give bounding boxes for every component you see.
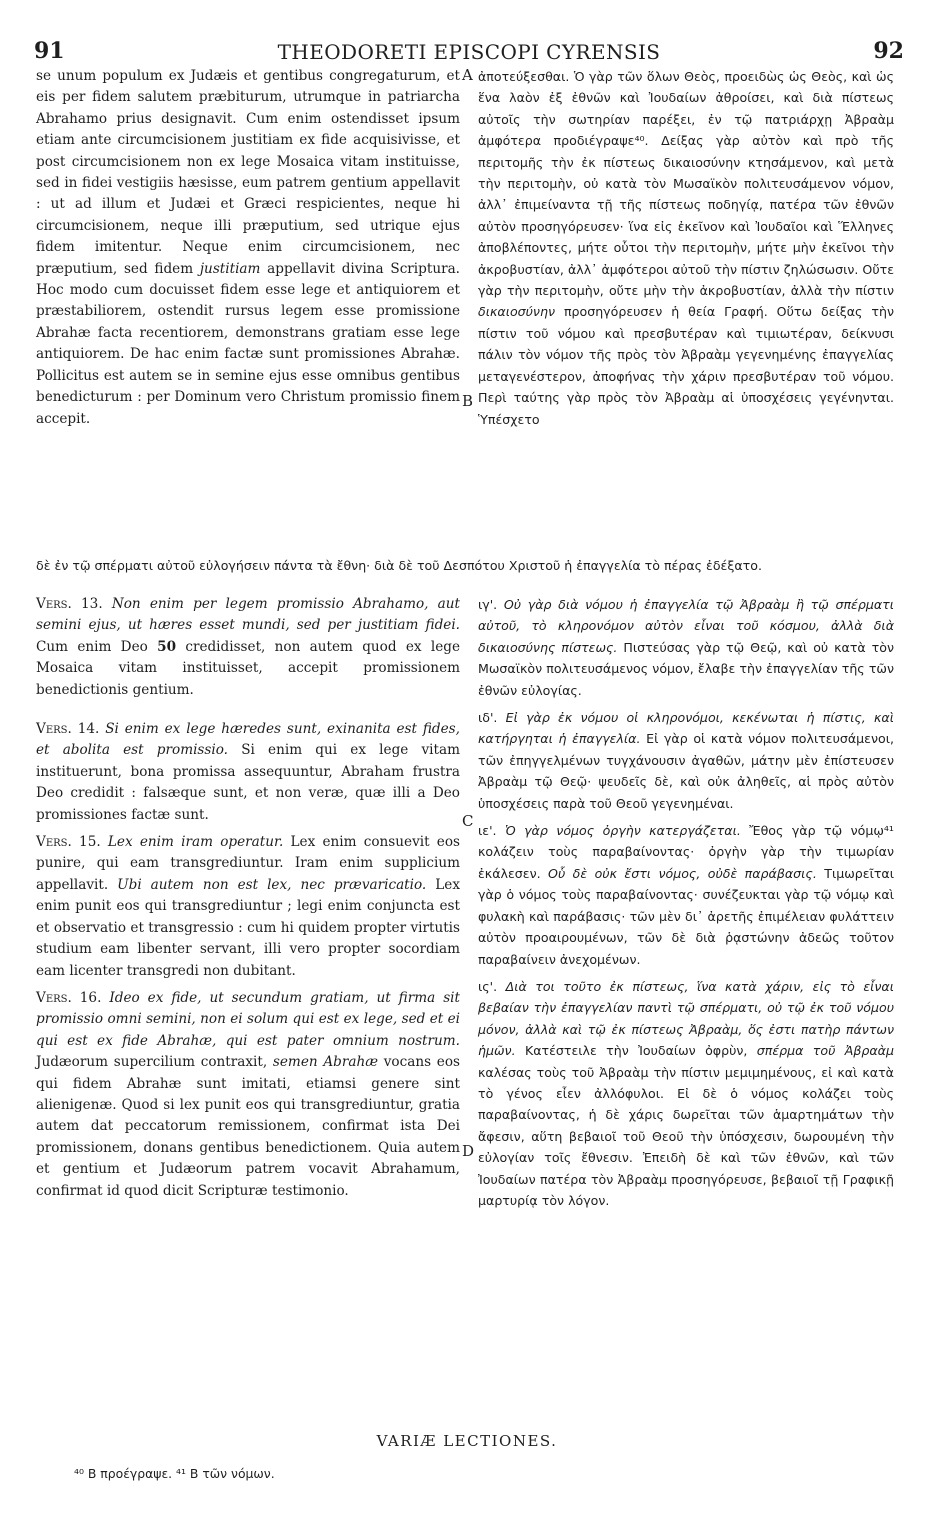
latin-text-2: appellavit divina Scriptura. Hoc modo cum docuisset fidem esse lege et antiquiorem et præstabiliorem, ostendit rursus legem esse promissione Abrahæ facta recentiorem, demonstrans gratiam esse lege antiquiorem. De hac enim factæ sunt promissiones Abrahæ. Pollicitus est autem se in semine ejus esse omnibus gentibus benedicturum : per Dominum vero Christum promissio finem accepit. xyxy=(36,260,460,427)
greek-column-verses xyxy=(478,594,894,1211)
variae-lectiones-notes: ⁴⁰ B προέγραψε. ⁴¹ B τῶν νόμων. xyxy=(74,1466,275,1481)
greek-text: ἀποτεύξεσθαι. Ὁ γὰρ τῶν ὅλων Θεὸς, προειδὼς ὡς Θεὸς, καὶ ὡς ἕνα λαὸν ἐξ ἐθνῶν καὶ Ἰουδαίων ἀθροίσει, καὶ διὰ πίστεως αὐτοῖς τὴν σωτηρίαν παρέξει, ἐν τῷ πατριάρχῃ Ἀβραὰμ ἀμφότερα προδιέγραψε⁴⁰. Δείξας γὰρ αὐτὸν καὶ πρὸ τῆς περιτομῆς τὴν ἐκ πίστεως δικαιοσύνην κτησάμενον, καὶ μετὰ τὴν περιτομὴν, οὐ κατὰ τὸν Μωσαϊκὸν πολιτευσάμενον νόμον, ἀλλ᾿ ἐπιμείναντα τῇ τῆς πίστεως ποδηγίᾳ, πατέρα τῶν ἐθνῶν αὐτὸν προσηγόρευσεν· ἵνα εἰς ἐκεῖνον καὶ Ἰουδαῖοι καὶ Ἕλληνες ἀποβλέποντες, μήτε οὗτοι τὴν περιτομὴν, μήτε μὴν ἐκεῖνοι τὴν ἀκροβυστίαν, ἀλλ᾿ ἀμφότεροι αὐτοῦ τὴν πίστιν ζηλώσωσιν. Οὔτε γὰρ τὴν περιτομὴν, οὔτε μὴν τὴν ἀκροβυστίαν, ἀλλὰ τὴν πίστιν xyxy=(478,69,894,299)
page-header xyxy=(34,38,904,68)
latin-verse-13: Vers. 13. Non enim per legem promissio Abrahamo, aut semini ejus, ut hæres esset mundi, sed per justitiam fidei. Cum enim Deo 50 credidisset, non autem quod ex lege Mosaica vitam instituisset, accepit promissionem benedictionis gentium. xyxy=(36,596,460,698)
margin-number-50: 50 xyxy=(157,638,177,655)
margin-marker-b: B xyxy=(462,392,474,410)
bridge-text: δὲ ἐν τῷ σπέρματι αὐτοῦ εὐλογήσειν πάντα τὰ ἔθνη· διὰ δὲ τοῦ Δεσπότου Χριστοῦ ἡ ἐπαγγελία τὸ πέρας ἐδέξατο. xyxy=(36,557,762,573)
greek-italic: δικαιοσύνην xyxy=(478,304,555,320)
greek-verse-13: ιγ'. Οὐ γὰρ διὰ νόμου ἡ ἐπαγγελία τῷ Ἀβραὰμ ἢ τῷ σπέρματι αὐτοῦ, τὸ κληρονόμον αὐτὸν εἶναι τοῦ κόσμου, ἀλλὰ διὰ δικαιοσύνης πίστεως. Πιστεύσας γὰρ τῷ Θεῷ, καὶ οὐ κατὰ τὸν Μωσαϊκὸν πολιτευσάμενος νόμον, ἔλαβε τὴν ἐπαγγελίαν τῆς τῶν ἐθνῶν εὐλογίας. xyxy=(478,597,894,698)
margin-marker-d: D xyxy=(462,1142,475,1160)
latin-italic: justitiam xyxy=(199,260,261,277)
latin-column-verses xyxy=(36,594,460,1202)
margin-marker-a: A xyxy=(462,66,473,84)
latin-verse-16: Vers. 16. Ideo ex fide, ut secundum gratiam, ut firma sit promissio omni semini, non ei solum qui est ex lege, sed et ei qui est ex fide Abrahæ, qui est pater omnium nostrum. Judæorum supercilium contraxit, semen Abrahæ vocans eos qui fidem Abrahæ sunt imitati, etiamsi genere sint alienigenæ. Quod si lex punit eos qui transgrediuntur, gratia autem dat peccatorum remissionem, confirmat ista Dei promissionem, donans gentibus benedictionem. Quia autem et gentium et Judæorum patrem vocavit Abrahamum, confirmat id quod dicit Scripturæ testimonio. xyxy=(36,989,460,1199)
page-number-left: 91 xyxy=(34,38,65,64)
greek-text-2: προσηγόρευσεν ἡ θεία Γραφή. Οὕτω δείξας τὴν πίστιν τοῦ νόμου καὶ πρεσβυτέραν καὶ τιμιωτέραν, δείκνυσι πάλιν τὸν νόμον τῆς πρὸς τὸν Ἀβραὰμ γεγενημένης ἐπαγγελίας μεταγενέστερον, ἀποφήνας τὴν χάριν πρεσβυτέραν τοῦ νόμου. Περὶ ταύτης γὰρ πρὸς τὸν Ἀβραὰμ αἱ ὑποσχέσεις γεγένηνται. Ὑπέσχετο xyxy=(478,304,894,427)
latin-column-top xyxy=(36,66,460,430)
latin-verse-14: Vers. 14. Si enim ex lege hæredes sunt, exinanita est fides, et abolita est promissio. Si enim qui ex lege vitam instituerunt, bona promissa assequuntur, Abraham frustra Deo credidit : falsæque sunt, et non veræ, quæ illi a Deo promissiones factæ sunt. xyxy=(36,721,460,823)
greek-verse-14: ιδ'. Εἰ γὰρ ἐκ νόμου οἱ κληρονόμοι, κεκένωται ἡ πίστις, καὶ κατήργηται ἡ ἐπαγγελία. Εἰ γὰρ οἱ κατὰ νόμον πολιτευσάμενοι, τῶν ἐπηγγελμένων τυγχάνουσιν ἀγαθῶν, μάτην μὲν ἐπίστευσεν Ἀβραὰμ τῷ Θεῷ· ψευδεῖς δὲ, καὶ οὐκ ἀληθεῖς, αἱ πρὸς αὐτὸν ὑποσχέσεις παρὰ τοῦ Θεοῦ γεγενημέναι. xyxy=(478,710,894,811)
greek-bridge-line xyxy=(36,542,894,589)
running-title: THEODORETI EPISCOPI CYRENSIS xyxy=(277,40,661,64)
latin-text: se unum populum ex Judæis et gentibus congregaturum, et eis per fidem salutem præbiturum, utrumque in patriarcha Abrahamo prius designavit. Cum enim ostendisset ipsum etiam ante circumcisionem justitiam ex fide acquisivisse, et post circumcisionem non ex lege Mosaica vitam instituisse, sed in fidei vestigiis hæsisse, eum patrem gentium appellavit : ut ad illum et Judæi et Græci respicientes, neque hi circumcisionem, neque illi præputium, sed utrique ejus fidem imitentur. Neque enim circumcisionem, nec præputium, sed fidem xyxy=(36,68,460,277)
variae-lectiones-title: VARIÆ LECTIONES. xyxy=(376,1432,558,1450)
margin-marker-c: C xyxy=(462,812,474,830)
greek-verse-16: ις'. Διὰ τοι τοῦτο ἐκ πίστεως, ἵνα κατὰ χάριν, εἰς τὸ εἶναι βεβαίαν τὴν ἐπαγγελίαν παντὶ τῷ σπέρματι, οὐ τῷ ἐκ τοῦ νόμου μόνον, ἀλλὰ καὶ τῷ ἐκ πίστεως Ἀβραὰμ, ὅς ἐστι πατὴρ πάντων ἡμῶν. Κατέστειλε τὴν Ἰουδαίων ὀφρὺν, σπέρμα τοῦ Ἀβραὰμ καλέσας τοὺς τοῦ Ἀβραὰμ τὴν πίστιν μεμιμημένους, εἰ καὶ κατὰ τὸ γένος εἶεν ἀλλόφυλοι. Εἰ δὲ ὁ νόμος κολάζει τοὺς παραβαίνοντας, ἡ δὲ χάρις δωρεῖται τῶν ἁμαρτημάτων τὴν ἄφεσιν, αὕτη βεβαιοῖ τοῦ Θεοῦ τὴν ὑπόσχεσιν, δωρουμένη τὴν εὐλογίαν τοῖς ἔθνεσιν. Ἐπειδὴ δὲ καὶ τῶν ἐθνῶν, καὶ τῶν Ἰουδαίων πατέρα τὸν Ἀβραὰμ προσηγόρευσε, βεβαιοῖ τῇ Γραφικῇ μαρτυρίᾳ τὸν λόγον. xyxy=(478,978,894,1208)
greek-verse-15: ιε'. Ὁ γὰρ νόμος ὀργὴν κατεργάζεται. Ἔθος γὰρ τῷ νόμῳ⁴¹ κολάζειν τοὺς παραβαίνοντας· ὀργὴν γὰρ τὴν τιμωρίαν ἐκάλεσεν. Οὗ δὲ οὐκ ἔστι νόμος, οὐδὲ παράβασις. Τιμωρεῖται γὰρ ὁ νόμος τοὺς παραβαίνοντας· συνέζευκται γὰρ τῷ νόμῳ καὶ φυλακὴ καὶ παράβασις· τῶν μὲν δι᾿ ἀρετῆς ἐπιμέλειαν φυλάττειν αὐτὸν προαιρουμένων, τῶν δὲ διὰ ῥᾳστώνην ἀδεῶς τοῦτον παραβαίνειν ἀνεχομένων. xyxy=(478,823,894,967)
latin-verse-15: Vers. 15. Lex enim iram operatur. Lex enim consuevit eos punire, qui eam transgrediuntur. Iram enim supplicium appellavit. Ubi autem non est lex, nec prævaricatio. Lex enim punit eos qui transgrediuntur ; legi enim conjuncta est et observatio et transgressio : cum hi quidem propter virtutis studium eam libenter servant, illi vero propter socordiam eam licenter transgredi non dubitant. xyxy=(36,834,461,979)
page-number-right: 92 xyxy=(873,38,904,64)
greek-column-top xyxy=(478,66,894,430)
